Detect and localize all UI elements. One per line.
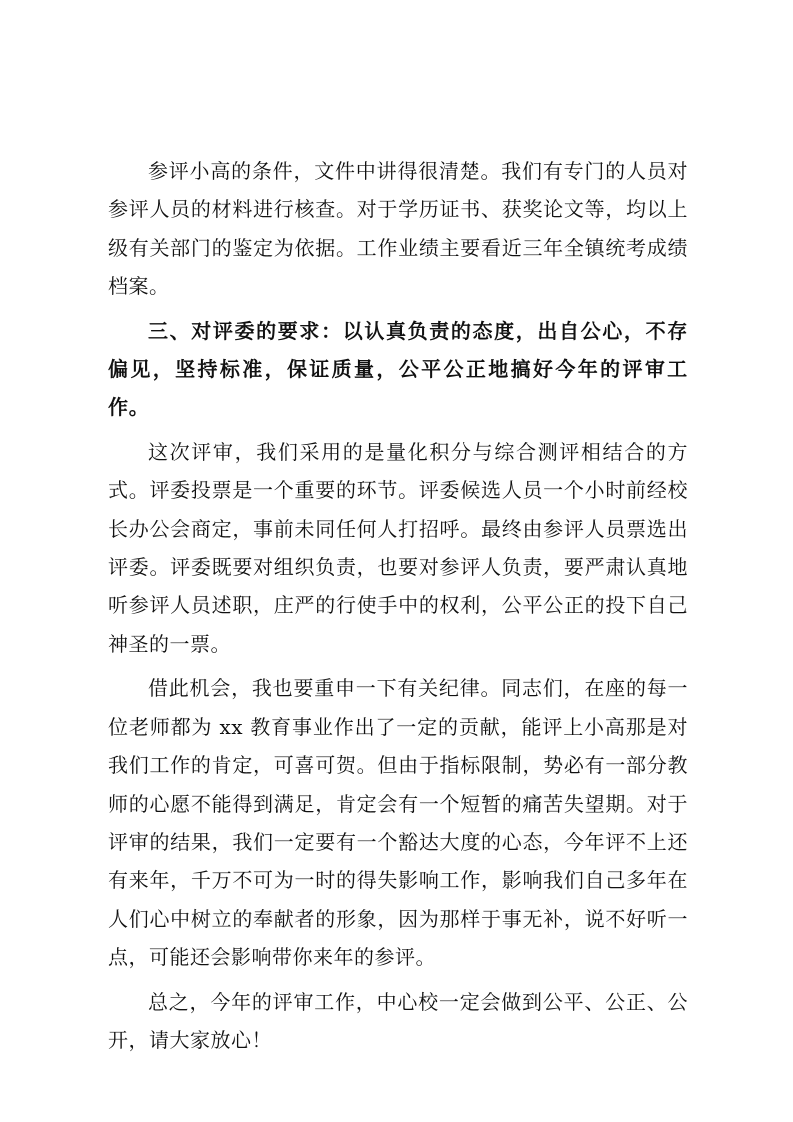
paragraph-conclusion: 总之，今年的评审工作，中心校一定会做到公平、公正、公开，请大家放心！ (108, 989, 688, 1052)
paragraph-discipline: 借此机会，我也要重申一下有关纪律。同志们，在座的每一位老师都为 xx 教育事业作出了一定的贡献，能评上小高那是对我们工作的肯定，可喜可贺。但由于指标限制，势必有一部分教师的心愿不能得到满足，肯定会有一个短暂的痛苦失望期。对于评审的结果，我们一定要有一个豁达大度的心态，今年评不上还有来年，千万不可为一时的得失影响工作，影响我们自己多年在人们心中树立的奉献者的形象，因为那样于事无补，说不好听一点，可能还会影响带你来年的参评。 (108, 676, 688, 970)
paragraph-review-conditions: 参评小高的条件，文件中讲得很清楚。我们有专门的人员对参评人员的材料进行核查。对于学历证书、获奖论文等，均以上级有关部门的鉴定为依据。工作业绩主要看近三年全镇统考成绩档案。 (108, 159, 688, 299)
paragraph-voting-process: 这次评审，我们采用的是量化积分与综合测评相结合的方式。评委投票是一个重要的环节。评委候选人员一个小时前经校长办公会商定，事前未同任何人打招呼。最终由参评人员票选出评委。评委既要对组织负责，也要对参评人负责，要严肃认真地听参评人员述职，庄严的行使手中的权利，公平公正的投下自己神圣的一票。 (108, 439, 688, 656)
section-heading-judge-requirements: 三、对评委的要求：以认真负责的态度，出自公心，不存偏见，坚持标准，保证质量，公平公正地搞好今年的评审工作。 (108, 318, 688, 420)
document-body (108, 152, 688, 1059)
